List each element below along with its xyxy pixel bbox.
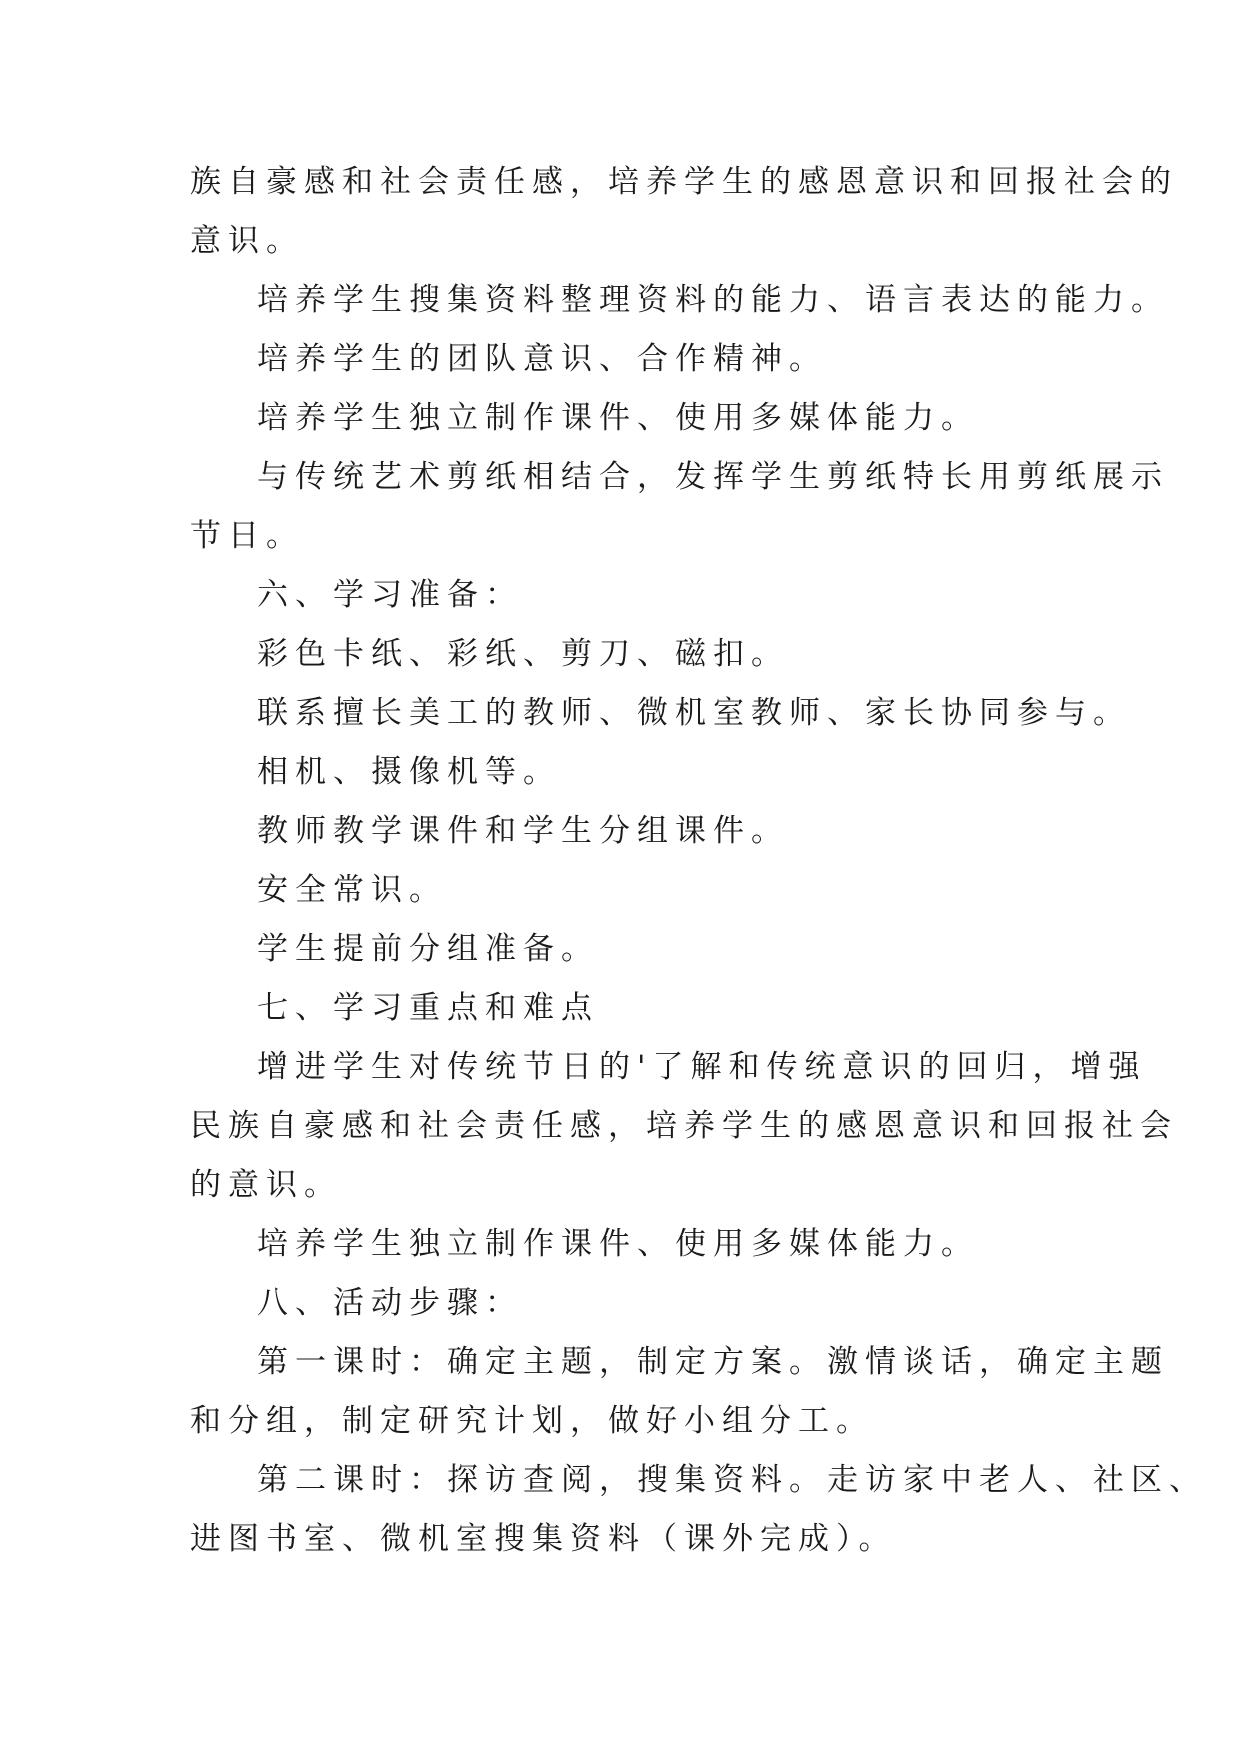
paragraph-line: 学生提前分组准备。 — [257, 931, 599, 967]
paragraph-line: 彩色卡纸、彩纸、剪刀、磁扣。 — [257, 636, 789, 672]
paragraph-line: 族自豪感和社会责任感，培养学生的感恩意识和回报社会的 — [190, 164, 1178, 200]
paragraph-line: 第二课时：探访查阅，搜集资料。走访家中老人、社区、 — [257, 1462, 1207, 1498]
paragraph-line: 进图书室、微机室搜集资料（课外完成）。 — [190, 1521, 897, 1557]
section-heading: 六、学习准备： — [257, 577, 523, 613]
paragraph-line: 联系擅长美工的教师、微机室教师、家长协同参与。 — [257, 695, 1131, 731]
paragraph-line: 意识。 — [190, 223, 304, 259]
paragraph-line: 节日。 — [190, 518, 304, 554]
paragraph-line: 的意识。 — [190, 1167, 342, 1203]
paragraph-line: 培养学生独立制作课件、使用多媒体能力。 — [257, 1226, 979, 1262]
paragraph-line: 与传统艺术剪纸相结合，发挥学生剪纸特长用剪纸展示 — [257, 459, 1169, 495]
paragraph-line: 相机、摄像机等。 — [257, 754, 561, 790]
paragraph-line: 第一课时：确定主题，制定方案。激情谈话，确定主题 — [257, 1344, 1169, 1380]
paragraph-line: 民族自豪感和社会责任感，培养学生的感恩意识和回报社会 — [190, 1108, 1178, 1144]
section-heading: 八、活动步骤： — [257, 1285, 523, 1321]
paragraph-line: 安全常识。 — [257, 872, 447, 908]
paragraph-line: 培养学生的团队意识、合作精神。 — [257, 341, 827, 377]
section-heading: 七、学习重点和难点 — [257, 990, 599, 1026]
paragraph-line: 教师教学课件和学生分组课件。 — [257, 813, 789, 849]
paragraph-line: 培养学生独立制作课件、使用多媒体能力。 — [257, 400, 979, 436]
paragraph-line: 培养学生搜集资料整理资料的能力、语言表达的能力。 — [257, 282, 1169, 318]
paragraph-line: 和分组，制定研究计划，做好小组分工。 — [190, 1403, 874, 1439]
paragraph-line: 增进学生对传统节日的'了解和传统意识的回归，增强 — [257, 1049, 1147, 1085]
